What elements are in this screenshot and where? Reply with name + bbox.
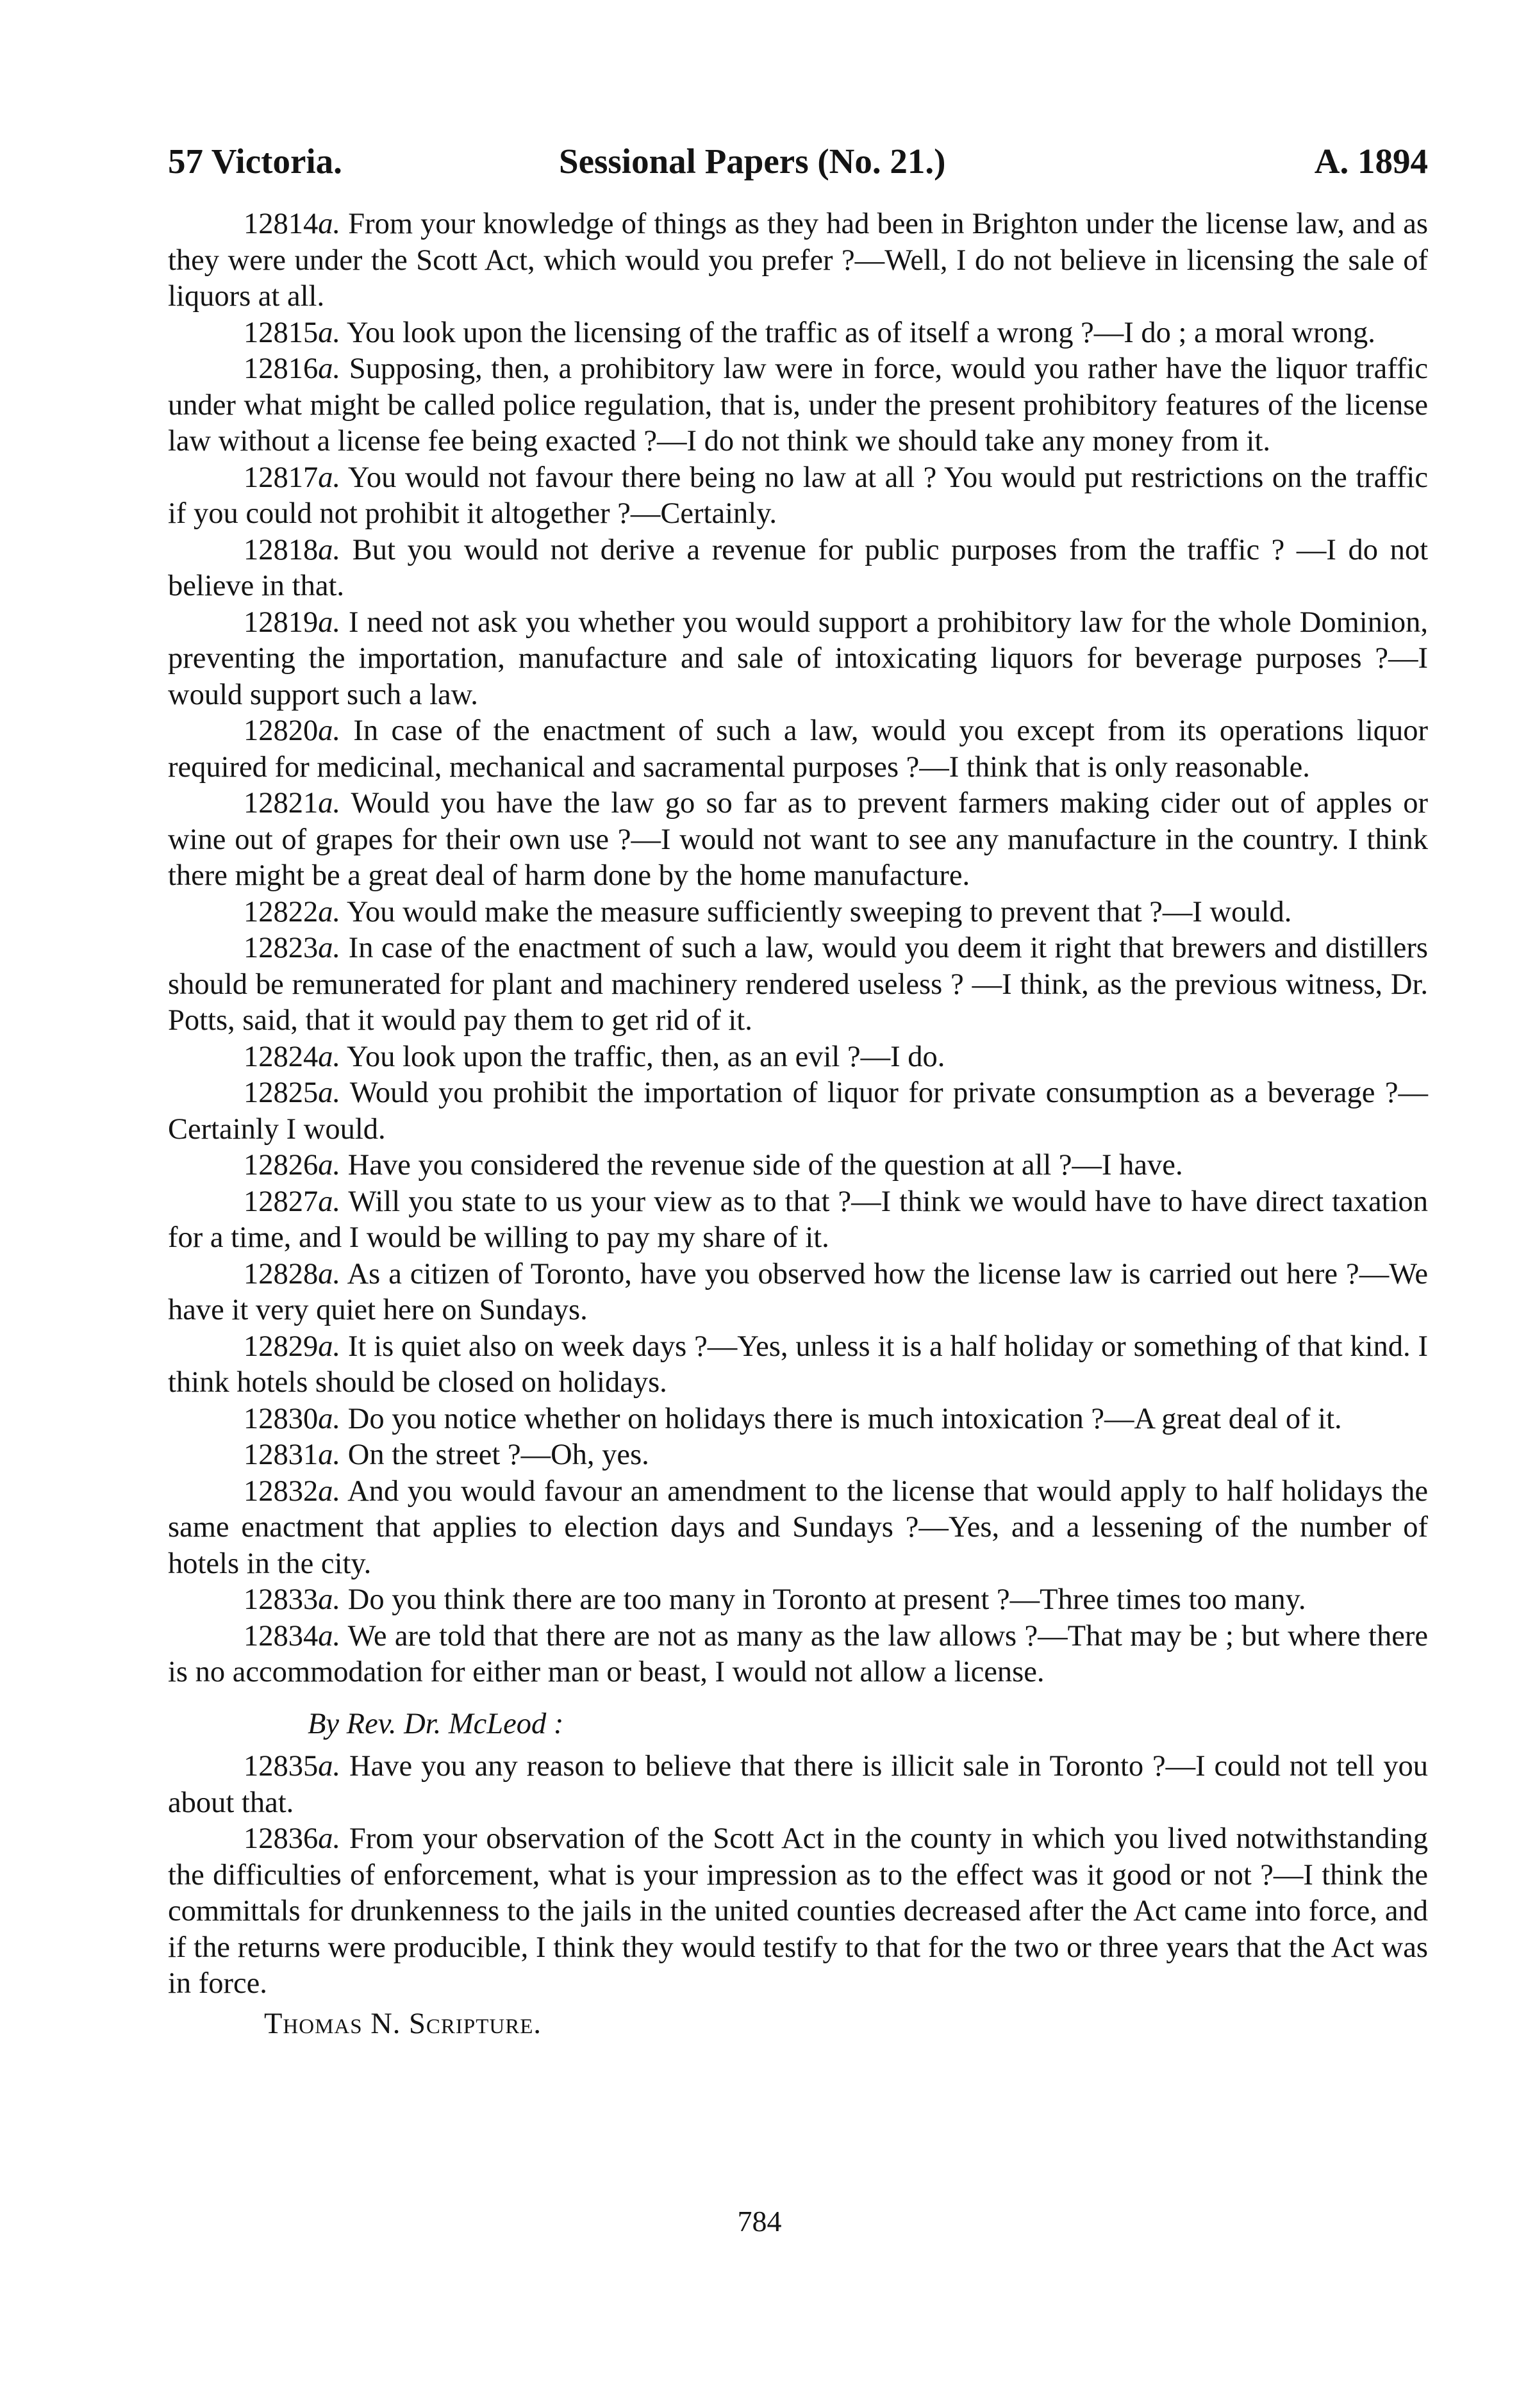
question-number-suffix: a. — [318, 1750, 341, 1783]
question-text: Do you think there are too many in Toronto at present ?—Three times too many. — [340, 1583, 1306, 1616]
question-paragraph — [168, 1582, 1428, 1619]
question-text: From your observation of the Scott Act in the county in which you lived notwithstanding the difficulties of enforcement, what is your impression as to the effect was it good or not ?—I think the committals for drunkenness to the jails in the united counties decreased after the Act came into force, and if the returns were producible, I think they would testify to that for the two or three years that the Act was in force. — [168, 1822, 1428, 2000]
question-text: I need not ask you whether you would support a prohibitory law for the whole Dominion, preventing the importation, manufacture and sale of intoxicating liquors for beverage purposes ?—I would support such a law. — [168, 606, 1428, 711]
question-paragraph — [168, 786, 1428, 895]
question-number: 12824 — [244, 1040, 319, 1073]
question-paragraph — [168, 930, 1428, 1039]
question-paragraph — [168, 1401, 1428, 1438]
question-number: 12833 — [244, 1583, 319, 1616]
question-number-suffix: a. — [318, 1257, 341, 1291]
question-text: Would you have the law go so far as to prevent farmers making cider out of apples or wine out of grapes for their own use ?—I would not want to see any manufacture in the country. I think there might be a great deal of harm done by the home manufacture. — [168, 787, 1428, 892]
page-number: 784 — [737, 2205, 782, 2238]
witness-signature: Thomas N. Scripture. — [264, 2007, 542, 2040]
question-text: You would make the measure sufficiently sweeping to prevent that ?—I would. — [340, 895, 1292, 928]
question-paragraph — [168, 1619, 1428, 1691]
running-header — [168, 136, 1428, 187]
question-number: 12818 — [244, 533, 319, 566]
question-number-suffix: a. — [318, 1076, 341, 1109]
question-number-suffix: a. — [318, 1474, 341, 1508]
question-number-suffix: a. — [318, 461, 341, 494]
question-text: You look upon the licensing of the traffic as of itself a wrong ?—I do ; a moral wrong. — [340, 316, 1375, 349]
question-number: 12829 — [244, 1330, 319, 1363]
question-number: 12831 — [244, 1439, 319, 1471]
question-text: You look upon the traffic, then, as an evil ?—I do. — [340, 1040, 945, 1073]
question-number: 12821 — [244, 787, 319, 820]
question-paragraph — [168, 1075, 1428, 1148]
question-text: Do you notice whether on holidays there is much intoxication ?—A great deal of it. — [340, 1402, 1342, 1435]
question-paragraph — [168, 1329, 1428, 1401]
question-number: 12827 — [244, 1185, 319, 1218]
question-number: 12823 — [244, 932, 319, 964]
question-number-suffix: a. — [318, 714, 341, 747]
question-text: In case of the enactment of such a law, would you except from its operations liquor required for medicinal, mechanical and sacramental purposes ?—I think that is only reasonable. — [168, 714, 1428, 784]
question-text: On the street ?—Oh, yes. — [340, 1439, 649, 1471]
question-paragraph — [168, 1039, 1428, 1076]
question-paragraph — [168, 895, 1428, 931]
question-text: Have you considered the revenue side of the question at all ?—I have. — [340, 1149, 1183, 1182]
question-number-suffix: a. — [318, 1040, 341, 1073]
question-number: 12814 — [244, 208, 319, 240]
question-text: We are told that there are not as many as the law allows ?—That may be ; but where there is no accommodation for either man or beast, I would not allow a license. — [168, 1619, 1428, 1688]
question-text: But you would not derive a revenue for public purposes from the traffic ? —I do not believe in that. — [168, 533, 1428, 602]
question-text: Will you state to us your view as to that ?—I think we would have to have direct taxation for a time, and I would be willing to pay my share of it. — [168, 1185, 1428, 1254]
question-paragraph — [168, 206, 1428, 315]
question-number-suffix: a. — [318, 787, 341, 820]
question-number-suffix: a. — [318, 1439, 341, 1471]
question-number: 12832 — [244, 1474, 319, 1508]
question-paragraph — [168, 1821, 1428, 2002]
question-number-suffix: a. — [318, 352, 341, 385]
question-number: 12819 — [244, 606, 319, 639]
question-text: You would not favour there being no law at all ? You would put restrictions on the traffic if you could not prohibit it altogether ?—Certainly. — [168, 461, 1428, 530]
question-text: As a citizen of Toronto, have you observed how the license law is carried out here ?—We have it very quiet here on Sundays. — [168, 1257, 1428, 1326]
question-paragraph — [168, 1437, 1428, 1474]
question-number-suffix: a. — [318, 1149, 341, 1182]
header-volume: 57 Victoria. — [168, 142, 342, 181]
question-number: 12834 — [244, 1619, 319, 1653]
question-number-suffix: a. — [318, 533, 341, 566]
testimony-body — [168, 206, 1428, 2042]
question-number: 12836 — [244, 1822, 319, 1855]
question-paragraph — [168, 1184, 1428, 1257]
question-number: 12817 — [244, 461, 319, 494]
question-paragraph — [168, 351, 1428, 460]
header-year: A. 1894 — [1314, 142, 1428, 181]
question-text: In case of the enactment of such a law, would you deem it right that brewers and distillers should be remunerated for plant and machinery rendered useless ? —I think, as the previous witness, Dr. Potts, said, that it would pay them to get rid of it. — [168, 932, 1428, 1037]
speaker-heading: By Rev. Dr. McLeod : — [308, 1707, 564, 1740]
question-number-suffix: a. — [318, 606, 341, 639]
question-number: 12815 — [244, 316, 319, 349]
question-number: 12830 — [244, 1402, 319, 1435]
question-number: 12828 — [244, 1257, 319, 1291]
question-number-suffix: a. — [318, 932, 341, 964]
question-number-suffix: a. — [318, 1619, 341, 1653]
question-paragraph — [168, 532, 1428, 605]
question-text: Have you any reason to believe that there is illicit sale in Toronto ?—I could not tell you about that. — [168, 1750, 1428, 1819]
question-number: 12822 — [244, 895, 319, 928]
question-text: It is quiet also on week days ?—Yes, unless it is a half holiday or something of that kind. I think hotels should be closed on holidays. — [168, 1330, 1428, 1399]
question-text: Supposing, then, a prohibitory law were in force, would you rather have the liquor traffic under what might be called police regulation, that is, under the present prohibitory features of the license law without a license fee being exacted ?—I do not think we should take any money from it. — [168, 352, 1428, 458]
question-number: 12820 — [244, 714, 319, 747]
question-number-suffix: a. — [318, 1822, 341, 1855]
question-number-suffix: a. — [318, 1330, 341, 1363]
question-paragraph — [168, 1257, 1428, 1329]
question-number-suffix: a. — [318, 895, 341, 928]
question-number-suffix: a. — [318, 208, 341, 240]
questions-block — [168, 206, 1428, 1691]
question-number-suffix: a. — [318, 316, 341, 349]
question-paragraph — [168, 460, 1428, 532]
question-paragraph — [168, 1148, 1428, 1184]
question-number-suffix: a. — [318, 1583, 341, 1616]
question-paragraph — [168, 1474, 1428, 1583]
question-text: Would you prohibit the importation of liquor for private consumption as a beverage ?—Certainly I would. — [168, 1076, 1428, 1146]
questions-block-continued — [168, 1749, 1428, 2002]
question-paragraph — [168, 713, 1428, 786]
question-number: 12816 — [244, 352, 319, 385]
question-number-suffix: a. — [318, 1185, 341, 1218]
question-paragraph — [168, 1749, 1428, 1821]
question-paragraph — [168, 605, 1428, 714]
question-number-suffix: a. — [318, 1402, 341, 1435]
question-number: 12835 — [244, 1750, 319, 1783]
question-number: 12826 — [244, 1149, 319, 1182]
question-text: From your knowledge of things as they had been in Brighton under the license law, and as they were under the Scott Act, which would you prefer ?—Well, I do not believe in licensing the sale of liquors at all. — [168, 208, 1428, 313]
question-paragraph — [168, 315, 1428, 352]
question-number: 12825 — [244, 1076, 319, 1109]
header-series: Sessional Papers (No. 21.) — [559, 142, 946, 181]
question-text: And you would favour an amendment to the license that would apply to half holidays the same enactment that applies to election days and Sundays ?—Yes, and a lessening of the number of hotels in the city. — [168, 1474, 1428, 1580]
